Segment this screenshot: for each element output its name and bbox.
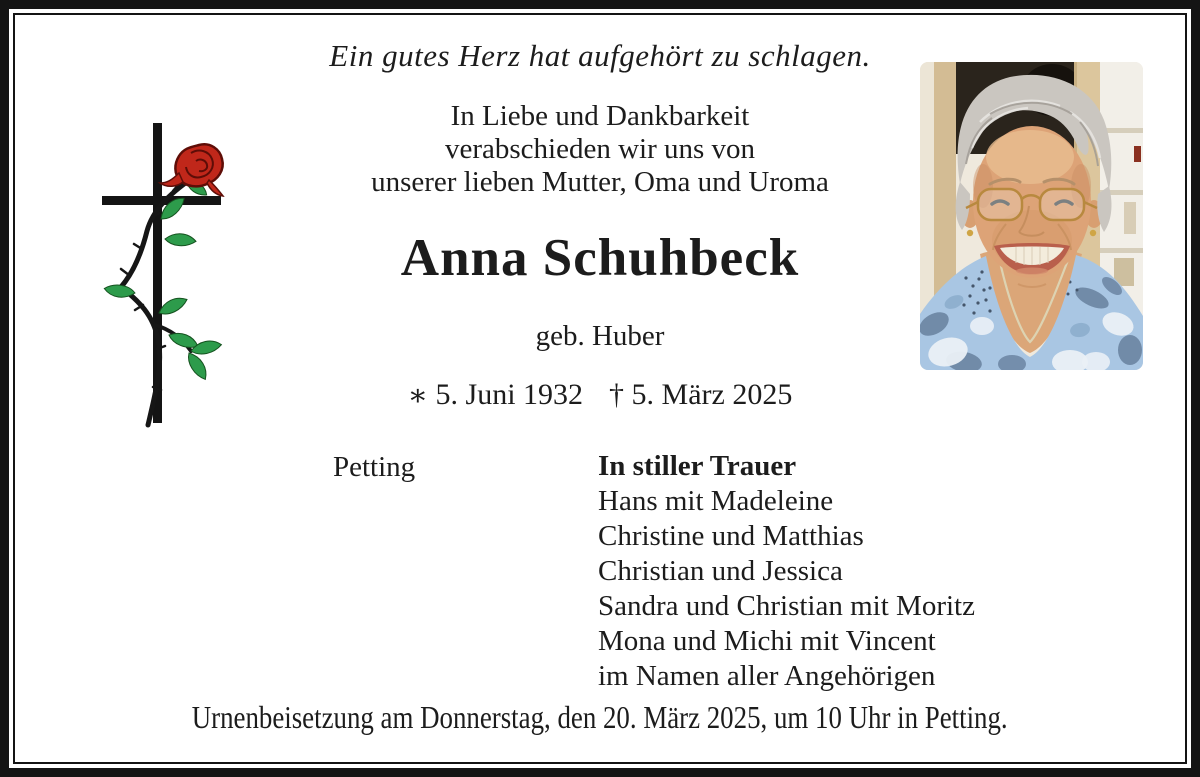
funeral-notice — [0, 699, 1200, 736]
intro-line: verabschieden wir uns von — [444, 133, 756, 165]
deceased-name: Anna Schuhbeck — [400, 229, 800, 287]
mourning-header: In stiller Trauer — [598, 450, 797, 482]
epigraph: Ein gutes Herz hat aufgehört zu schlagen. — [329, 38, 871, 73]
maiden-name: geb. Huber — [535, 320, 665, 352]
portrait-photo — [920, 62, 1143, 370]
right-earring — [1090, 230, 1096, 236]
death-cross-icon: † — [609, 378, 625, 411]
birth-date — [408, 378, 583, 411]
death-date-text: 5. März 2025 — [631, 378, 793, 411]
mourner-line: Christine und Matthias — [598, 520, 864, 552]
place-name: Petting — [333, 451, 416, 483]
intro-line: In Liebe und Dankbarkeit — [450, 100, 750, 132]
mourner-line: Christian und Jessica — [598, 555, 843, 587]
left-earring — [967, 230, 973, 236]
funeral-notice-text: Urnenbeisetzung am Donnerstag, den 20. März 2025, um 10 Uhr in Petting. — [192, 699, 1008, 735]
cross-rose-illustration — [95, 117, 230, 435]
birth-star-icon: ∗ — [407, 379, 429, 412]
birth-date-text: 5. Juni 1932 — [435, 378, 584, 411]
intro-line: unserer lieben Mutter, Oma und Uroma — [371, 166, 829, 198]
mourner-line: Mona und Michi mit Vincent — [598, 625, 936, 657]
mourner-line: Sandra und Christian mit Moritz — [598, 590, 975, 622]
mourners-list — [598, 449, 975, 694]
mourner-line: Hans mit Madeleine — [598, 485, 834, 517]
cross-rose-icon — [95, 117, 230, 435]
rose-leaves — [103, 176, 222, 382]
mourner-line: im Namen aller Angehörigen — [598, 660, 936, 692]
portrait-photo-image — [920, 62, 1143, 370]
death-date — [609, 378, 792, 411]
